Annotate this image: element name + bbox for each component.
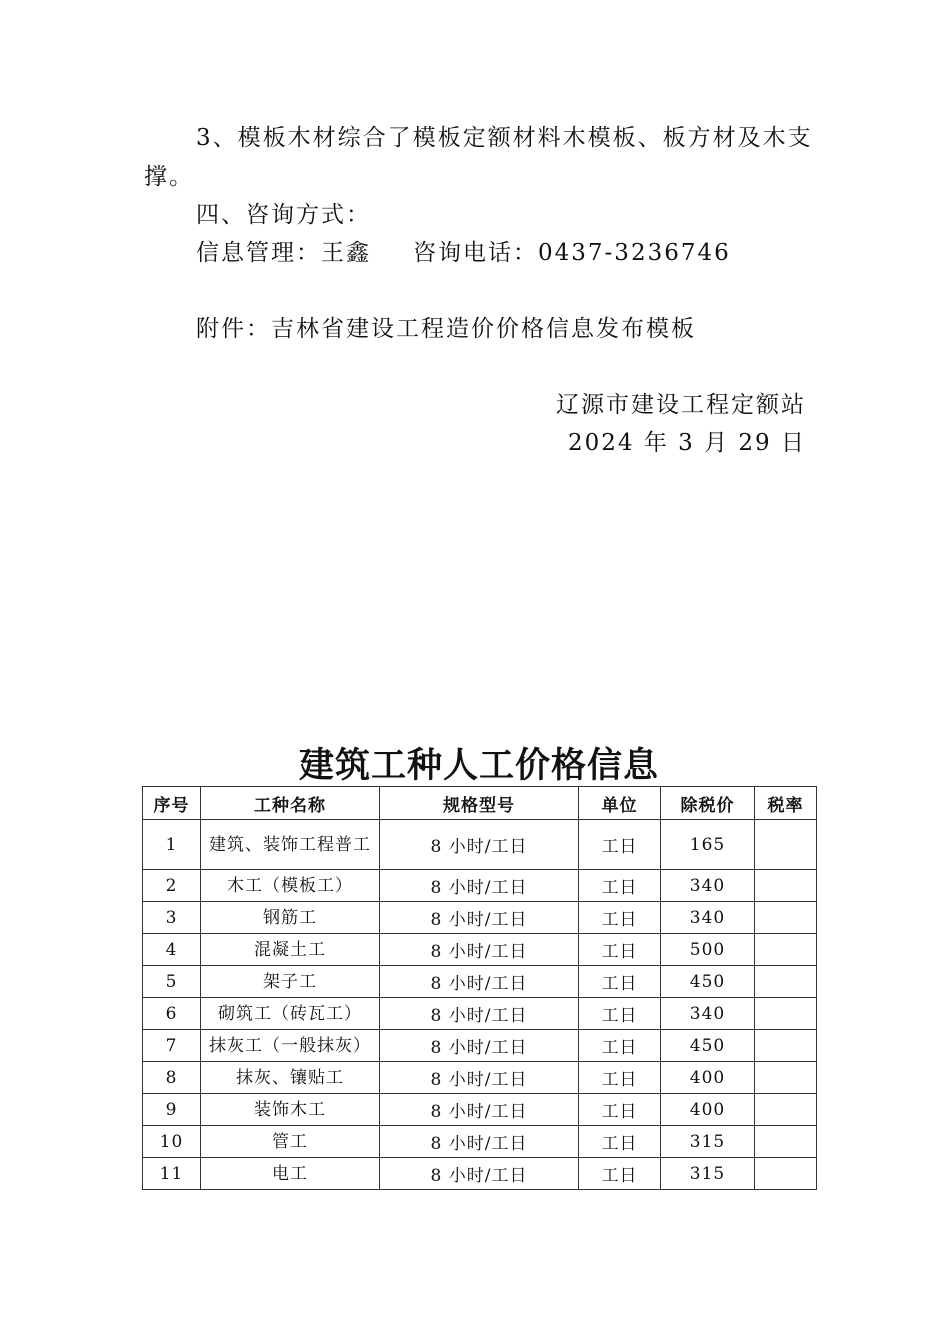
row-name: 抹灰、镶贴工 <box>201 1062 380 1094</box>
row-tax <box>755 966 817 998</box>
row-tax <box>755 1062 817 1094</box>
row-price: 315 <box>661 1126 755 1158</box>
row-price: 400 <box>661 1094 755 1126</box>
row-unit: 工日 <box>579 1126 661 1158</box>
row-name: 砌筑工（砖瓦工） <box>201 998 380 1030</box>
row-spec: 8 小时/工日 <box>380 820 579 870</box>
row-name: 建筑、装饰工程普工 <box>201 820 380 870</box>
row-spec: 8 小时/工日 <box>380 966 579 998</box>
row-unit: 工日 <box>579 966 661 998</box>
table-row <box>143 1062 817 1094</box>
table-row <box>143 998 817 1030</box>
header-unit: 单位 <box>579 787 661 820</box>
row-tax <box>755 1094 817 1126</box>
row-unit: 工日 <box>579 870 661 902</box>
row-no: 5 <box>143 966 201 998</box>
table-body <box>143 820 817 1190</box>
item3-text-line2: 撑。 <box>144 164 194 190</box>
row-tax <box>755 934 817 966</box>
table-row <box>143 934 817 966</box>
row-tax <box>755 902 817 934</box>
row-price: 340 <box>661 870 755 902</box>
row-name: 混凝土工 <box>201 934 380 966</box>
table-row <box>143 1030 817 1062</box>
row-price: 450 <box>661 966 755 998</box>
row-name: 电工 <box>201 1158 380 1190</box>
table-row <box>143 966 817 998</box>
row-spec: 8 小时/工日 <box>380 1126 579 1158</box>
row-no: 10 <box>143 1126 201 1158</box>
row-no: 2 <box>143 870 201 902</box>
row-spec: 8 小时/工日 <box>380 1062 579 1094</box>
labor-price-table <box>142 786 817 1190</box>
row-price: 315 <box>661 1158 755 1190</box>
row-name: 钢筋工 <box>201 902 380 934</box>
row-tax <box>755 820 817 870</box>
row-no: 1 <box>143 820 201 870</box>
row-name: 装饰木工 <box>201 1094 380 1126</box>
header-tax: 税率 <box>755 787 817 820</box>
row-tax <box>755 1030 817 1062</box>
row-no: 6 <box>143 998 201 1030</box>
attachment-note: 附件：吉林省建设工程造价价格信息发布模板 <box>196 316 696 342</box>
row-unit: 工日 <box>579 1030 661 1062</box>
row-price: 340 <box>661 902 755 934</box>
table-row <box>143 820 817 870</box>
header-no: 序号 <box>143 787 201 820</box>
row-unit: 工日 <box>579 1158 661 1190</box>
row-no: 3 <box>143 902 201 934</box>
row-price: 400 <box>661 1062 755 1094</box>
row-tax <box>755 1126 817 1158</box>
contact-phone: 咨询电话：0437-3236746 <box>413 240 731 266</box>
item3-text-line1: 3、模板木材综合了模板定额材料木模板、板方材及木支 <box>196 125 813 151</box>
row-spec: 8 小时/工日 <box>380 1030 579 1062</box>
row-unit: 工日 <box>579 934 661 966</box>
row-name: 管工 <box>201 1126 380 1158</box>
row-name: 架子工 <box>201 966 380 998</box>
section-heading-contact: 四、咨询方式： <box>196 202 371 228</box>
row-spec: 8 小时/工日 <box>380 998 579 1030</box>
header-price: 除税价 <box>661 787 755 820</box>
row-name: 抹灰工（一般抹灰） <box>201 1030 380 1062</box>
table-title: 建筑工种人工价格信息 <box>298 746 659 786</box>
row-unit: 工日 <box>579 1062 661 1094</box>
table-row <box>143 902 817 934</box>
row-spec: 8 小时/工日 <box>380 870 579 902</box>
row-unit: 工日 <box>579 1094 661 1126</box>
row-unit: 工日 <box>579 902 661 934</box>
row-no: 8 <box>143 1062 201 1094</box>
table-row <box>143 1094 817 1126</box>
issue-date: 2024 年 3 月 29 日 <box>568 430 806 456</box>
row-name: 木工（模板工） <box>201 870 380 902</box>
row-no: 11 <box>143 1158 201 1190</box>
row-price: 450 <box>661 1030 755 1062</box>
row-tax <box>755 1158 817 1190</box>
row-spec: 8 小时/工日 <box>380 934 579 966</box>
issuer-signature: 辽源市建设工程定额站 <box>556 392 806 418</box>
row-tax <box>755 998 817 1030</box>
table-row <box>143 1158 817 1190</box>
row-tax <box>755 870 817 902</box>
row-no: 9 <box>143 1094 201 1126</box>
header-spec: 规格型号 <box>380 787 579 820</box>
row-unit: 工日 <box>579 820 661 870</box>
row-price: 165 <box>661 820 755 870</box>
contact-line <box>196 238 731 268</box>
row-spec: 8 小时/工日 <box>380 1094 579 1126</box>
row-no: 4 <box>143 934 201 966</box>
row-spec: 8 小时/工日 <box>380 1158 579 1190</box>
table-row <box>143 1126 817 1158</box>
row-spec: 8 小时/工日 <box>380 902 579 934</box>
row-no: 7 <box>143 1030 201 1062</box>
row-price: 500 <box>661 934 755 966</box>
contact-name: 信息管理：王鑫 <box>196 240 371 266</box>
table-header-row <box>143 787 817 820</box>
row-unit: 工日 <box>579 998 661 1030</box>
header-name: 工种名称 <box>201 787 380 820</box>
table-row <box>143 870 817 902</box>
row-price: 340 <box>661 998 755 1030</box>
